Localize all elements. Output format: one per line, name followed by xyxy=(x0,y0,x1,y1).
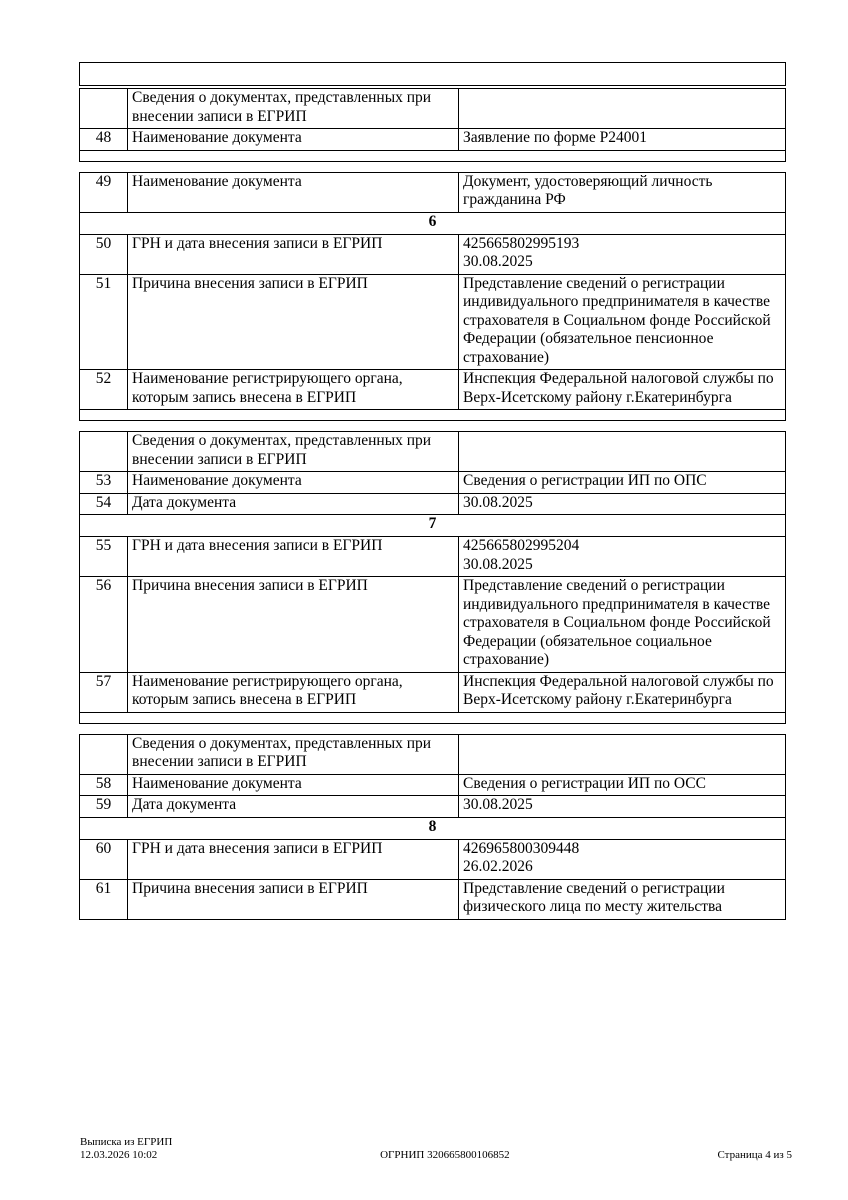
table-row xyxy=(80,537,786,577)
section-number: 7 xyxy=(80,515,786,537)
row-number-cell xyxy=(80,89,128,129)
table-row xyxy=(80,274,786,370)
field-label-cell: Дата документа xyxy=(128,796,459,818)
table-segment xyxy=(79,62,786,86)
row-number-cell: 50 xyxy=(80,234,128,274)
field-value-cell: 426965800309448 26.02.2026 xyxy=(459,839,786,879)
table-row xyxy=(80,234,786,274)
row-number-cell: 55 xyxy=(80,537,128,577)
field-value-cell: Документ, удостоверяющий личность гражданина РФ xyxy=(459,172,786,212)
row-number-cell: 60 xyxy=(80,839,128,879)
row-number-cell: 51 xyxy=(80,274,128,370)
footer-page-number: Страница 4 из 5 xyxy=(717,1149,792,1161)
row-number-cell: 59 xyxy=(80,796,128,818)
row-number-cell: 48 xyxy=(80,129,128,151)
row-number-cell: 61 xyxy=(80,879,128,919)
field-label-cell: Наименование регистрирующего органа, которым запись внесена в ЕГРИП xyxy=(128,370,459,410)
group-header-cell: Сведения о документах, представленных при внесении записи в ЕГРИП xyxy=(128,734,459,774)
field-value-cell: Представление сведений о регистрации индивидуального предпринимателя в качестве страхователя в Социальном фонде Российской Федерации (обязательное пенсионное страхование) xyxy=(459,274,786,370)
empty-row-cell xyxy=(80,410,786,421)
field-value-cell: 425665802995193 30.08.2025 xyxy=(459,234,786,274)
row-number-cell: 54 xyxy=(80,493,128,515)
field-label-cell: Причина внесения записи в ЕГРИП xyxy=(128,879,459,919)
table-row xyxy=(80,472,786,494)
field-label-cell: Наименование документа xyxy=(128,129,459,151)
field-value-cell: Сведения о регистрации ИП по ОПС xyxy=(459,472,786,494)
table-segment xyxy=(79,88,786,162)
field-value-cell: 30.08.2025 xyxy=(459,796,786,818)
table-row xyxy=(80,577,786,673)
row-number-cell: 52 xyxy=(80,370,128,410)
field-value-cell: Инспекция Федеральной налоговой службы по Верх-Исетскому району г.Екатеринбурга xyxy=(459,672,786,712)
field-label-cell: Наименование документа xyxy=(128,172,459,212)
row-number-cell: 58 xyxy=(80,774,128,796)
field-value-cell: Представление сведений о регистрации физического лица по месту жительства xyxy=(459,879,786,919)
field-value-cell: 30.08.2025 xyxy=(459,493,786,515)
table-segment xyxy=(79,431,786,724)
field-value-cell xyxy=(459,432,786,472)
field-label-cell: ГРН и дата внесения записи в ЕГРИП xyxy=(128,839,459,879)
field-value-cell: 425665802995204 30.08.2025 xyxy=(459,537,786,577)
field-value-cell: Заявление по форме Р24001 xyxy=(459,129,786,151)
table-row xyxy=(80,493,786,515)
footer-left-block xyxy=(80,1136,172,1162)
row-number-cell: 53 xyxy=(80,472,128,494)
table-row xyxy=(80,89,786,129)
field-label-cell: ГРН и дата внесения записи в ЕГРИП xyxy=(128,537,459,577)
table-row xyxy=(80,515,786,537)
field-label-cell: ГРН и дата внесения записи в ЕГРИП xyxy=(128,234,459,274)
table-row xyxy=(80,712,786,723)
field-label-cell: Причина внесения записи в ЕГРИП xyxy=(128,577,459,673)
page-footer xyxy=(80,1136,792,1162)
empty-row-cell xyxy=(80,150,786,161)
table-row xyxy=(80,879,786,919)
table-row xyxy=(80,432,786,472)
table-row xyxy=(80,370,786,410)
document-body xyxy=(79,62,785,920)
table-row xyxy=(80,212,786,234)
field-label-cell: Наименование документа xyxy=(128,774,459,796)
field-label-cell: Наименование регистрирующего органа, которым запись внесена в ЕГРИП xyxy=(128,672,459,712)
table-row xyxy=(80,129,786,151)
field-value-cell: Представление сведений о регистрации индивидуального предпринимателя в качестве страхователя в Социальном фонде Российской Федерации (обязательное социальное страхование) xyxy=(459,577,786,673)
field-label-cell: Дата документа xyxy=(128,493,459,515)
field-label-cell: Наименование документа xyxy=(128,472,459,494)
row-number-cell xyxy=(80,734,128,774)
field-value-cell: Инспекция Федеральной налоговой службы по Верх-Исетскому району г.Екатеринбурга xyxy=(459,370,786,410)
section-number: 8 xyxy=(80,817,786,839)
table-segment xyxy=(79,172,786,422)
group-header-cell: Сведения о документах, представленных при внесении записи в ЕГРИП xyxy=(128,432,459,472)
table-row xyxy=(80,817,786,839)
field-value-cell xyxy=(459,89,786,129)
footer-ogrnip: ОГРНИП 320665800106852 xyxy=(380,1149,510,1161)
table-segment xyxy=(79,734,786,920)
field-value-cell: Сведения о регистрации ИП по ОСС xyxy=(459,774,786,796)
table-row xyxy=(80,150,786,161)
row-number-cell xyxy=(80,432,128,472)
table-row xyxy=(80,172,786,212)
table-row xyxy=(80,839,786,879)
table-row xyxy=(80,734,786,774)
footer-doc-type: Выписка из ЕГРИП xyxy=(80,1136,173,1148)
row-number-cell: 57 xyxy=(80,672,128,712)
row-number-cell: 49 xyxy=(80,172,128,212)
table-row xyxy=(80,410,786,421)
empty-row-cell xyxy=(80,712,786,723)
table-row xyxy=(80,63,786,86)
table-row xyxy=(80,774,786,796)
empty-row-cell xyxy=(80,63,786,86)
table-row xyxy=(80,672,786,712)
group-header-cell: Сведения о документах, представленных при внесении записи в ЕГРИП xyxy=(128,89,459,129)
field-value-cell xyxy=(459,734,786,774)
field-label-cell: Причина внесения записи в ЕГРИП xyxy=(128,274,459,370)
footer-datetime: 12.03.2026 10:02 xyxy=(80,1149,158,1161)
row-number-cell: 56 xyxy=(80,577,128,673)
table-row xyxy=(80,796,786,818)
section-number: 6 xyxy=(80,212,786,234)
